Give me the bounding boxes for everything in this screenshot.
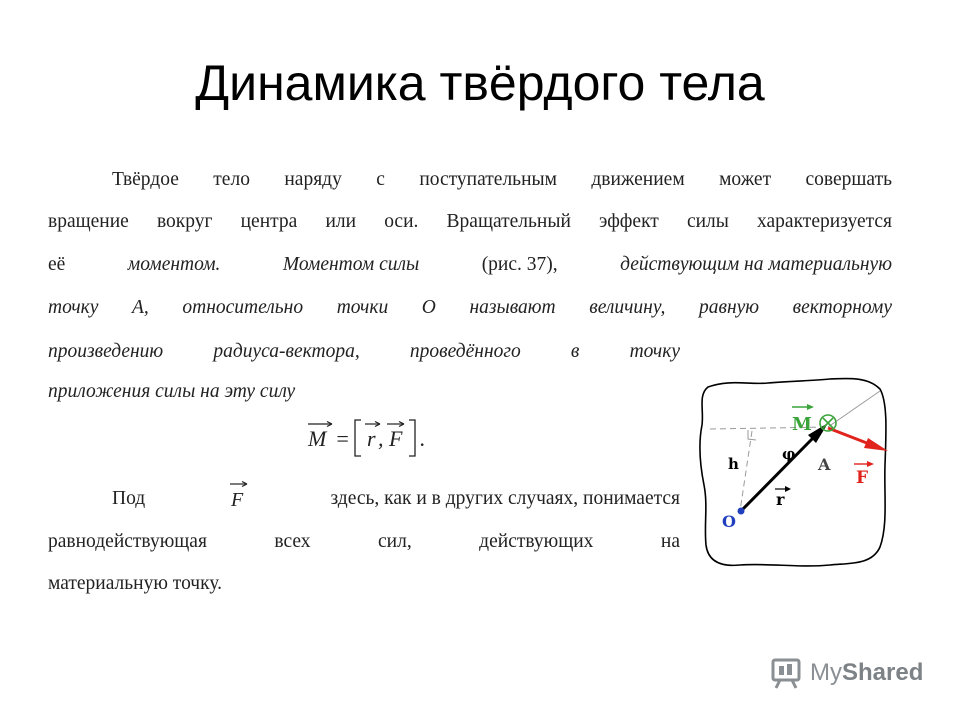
- term-moment: моментом.: [127, 254, 221, 275]
- text-line: произведению радиуса-вектора, проведённого в точку: [48, 341, 680, 362]
- text-line: [48, 253, 892, 277]
- text-line: приложения силы на эту силу: [48, 381, 296, 402]
- formula-comma: ,: [378, 426, 384, 451]
- point-O: [738, 508, 745, 515]
- label-O: O: [722, 512, 736, 531]
- force-vector-arrowhead: [864, 438, 888, 451]
- watermark-my: My: [810, 659, 842, 686]
- label-r: r: [776, 490, 785, 509]
- presentation-board-icon: [768, 655, 804, 691]
- label-A: A: [818, 455, 831, 474]
- force-vector: [828, 428, 872, 445]
- text-span: Под: [112, 488, 146, 509]
- text-span: её: [48, 254, 66, 275]
- figure-moment-of-force: [690, 375, 900, 580]
- slide-title: Динамика твёрдого тела: [195, 55, 765, 111]
- label-M: M: [792, 414, 812, 435]
- text-line: Твёрдое тело наряду с поступательным движением может совершать: [112, 169, 892, 190]
- mysharedwatermark: [768, 655, 923, 691]
- text-line: вращение вокруг центра или оси. Вращательный эффект силы характеризуется: [48, 211, 892, 232]
- watermark-shared: Shared: [842, 659, 924, 686]
- text-line: равнодействующая всех сил, действующих на: [48, 531, 680, 552]
- formula-dot: .: [420, 426, 426, 451]
- formula-F: F: [389, 426, 403, 451]
- formula-equals: =: [335, 426, 350, 451]
- text-line: [112, 487, 680, 511]
- formula-F-inline: [227, 481, 249, 509]
- label-phi: φ: [782, 445, 796, 463]
- perpendicular-h: [740, 431, 752, 511]
- label-h: h: [728, 455, 739, 473]
- label-F: F: [856, 468, 869, 488]
- term-moment-of-force: Моментом силы: [282, 254, 420, 275]
- figure-reference: (рис. 37),: [481, 254, 558, 275]
- text-span: здесь, как и в других случаях, понимается: [330, 488, 680, 509]
- formula-M: M: [308, 426, 327, 451]
- text-line: точку А, относительно точки О называют величину, равную векторному: [48, 297, 892, 318]
- formula-r: r: [367, 426, 376, 451]
- text-line: материальную точку.: [48, 573, 222, 594]
- text-span: действующим на материальную: [620, 254, 892, 275]
- formula-F-inline-letter: F: [230, 489, 244, 509]
- formula-moment: [305, 420, 435, 460]
